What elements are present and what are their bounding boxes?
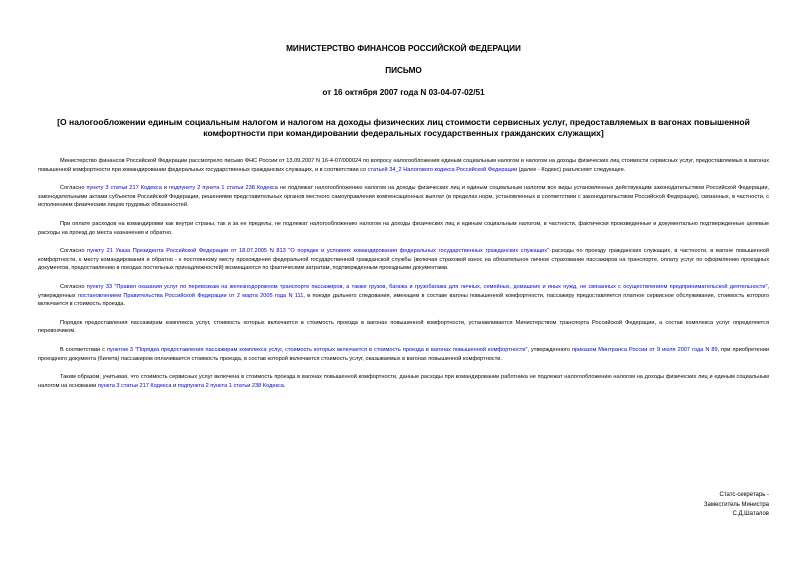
paragraph-2	[38, 184, 769, 210]
paragraph-text: , утвержденных	[38, 283, 770, 299]
paragraph-7	[38, 346, 769, 363]
paragraph-8	[38, 373, 769, 390]
paragraph-text: не подлежат налогообложению налогом на доходы физических лиц и единым социальным налогом все виды установленных действующим законодательством Российской Федерации, законодательными актами субъектов Российской Федерации, решениями представительных органов местного самоуправления компенсационных выплат (в пределах норм, установленных в соответствии с законодательством Российской Федерации), связанных, в частности, с исполнением физическим лицом трудовых обязанностей.	[38, 185, 770, 209]
paragraph-text: Согласно	[60, 248, 88, 255]
paragraph-text: Порядок предоставления пассажирам комплекса услуг, стоимость которых включается в стоимость проезда в вагонах повышенной комфортности, устанавливается Министерством транспорта Российской Федерации, а состав комплекса услуг определяется перевозчиком.	[38, 319, 769, 335]
paragraph-text: Согласно	[60, 185, 87, 192]
link-article-34-2[interactable]: статьей 34_2 Налогового кодекса Российской Федерации	[367, 166, 518, 173]
paragraph-text: В соответствии с	[60, 346, 107, 353]
signature-name: С.Д.Шаталов	[732, 511, 769, 517]
paragraph-6	[38, 319, 769, 336]
link-article-238[interactable]: подпункту 2 пункта 1 статьи 238 Кодекса	[169, 185, 278, 192]
paragraph-text: расходы по проезду гражданских служащих, в частности, в вагоне повышенной комфортности, к месту командирования и обратно - к постоянному месту прохождения федеральной государственной гражданской службы (включая страховой взнос на обязательное личное страхование пассажиров на транспорте, оплату услуг по оформлению проездных документов, предоставлению в поездах постельных принадлежностей) возмещаются по фактическим затратам, подтвержденным проездными документами.	[38, 248, 769, 272]
paragraph-3	[38, 220, 769, 237]
document-title: [О налогообложении единым социальным налогом и налогом на доходы физических лиц стоимости сервисных услуг, предоставляемых в вагонах повышенной комфортности при командировании федеральных государственных гражданских служащих]	[57, 117, 750, 138]
paragraph-text: и	[171, 382, 178, 389]
paragraph-text: и	[161, 185, 170, 192]
link-services-procedure[interactable]: пунктом 3 "Порядка предоставления пассажирам комплекса услуг, стоимость которых включается в стоимость проезда в вагонах повышенной комфортности"	[107, 346, 528, 353]
link-article-217[interactable]: пункта 3 статьи 217 Кодекса	[97, 382, 172, 389]
document-date: от 16 октября 2007 года N 03-04-07-02/51	[322, 88, 485, 97]
link-railway-rules[interactable]: пункту 33 "Правил оказания услуг по перевозкам на железнодорожном транспорте пассажиров, а также грузов, багажа и грузобагажа для личных, семейных, домашних и иных нужд, не связанных с осуществлением предпринимательской деятельности"	[86, 283, 768, 290]
paragraph-text: , при приобретении проездного документа (билета) пассажиром оплачивается стоимость проезда, в состав которой включается стоимость услуг, оказываемых в вагонах повышенной комфортности.	[38, 346, 770, 362]
link-government-resolution[interactable]: постановлением Правительства Российской Федерации от 2 марта 2005 года N 111	[77, 292, 304, 299]
link-mintrans-order[interactable]: приказом Минтранса России от 9 июля 2007 года N 89	[571, 346, 718, 353]
paragraph-5	[38, 283, 769, 309]
paragraph-text: (далее - Кодекс) разъясняет следующее.	[517, 166, 626, 173]
paragraph-text: При оплате расходов на командировки как внутри страны, так и за ее пределы, не подлежат налогообложению налогом на доходы физических лиц и единым социальным налогом, в частности, фактически произведенные и документально подтвержденные целевые расходы на проезд до места назначения и обратно.	[38, 220, 769, 236]
link-article-238[interactable]: подпункта 2 пункта 1 статьи 238 Кодекса	[177, 382, 284, 389]
paragraph-text: , утвержденного	[527, 346, 572, 353]
link-article-217[interactable]: пункту 3 статьи 217 Кодекса	[86, 185, 162, 192]
paragraph-1	[38, 157, 769, 174]
document-type: ПИСЬМО	[385, 66, 422, 75]
paragraph-text: Министерство финансов Российской Федерации рассмотрело письмо ФНС России от 13.09.2007 N 16-4-07/000024 по вопросу налогообложения единым социальным налогом и налогом на доходы физических лиц стоимости сервисных услуг, предоставляемых в вагонах повышенной комфортности при командировании федеральных государственных гражданских служащих, и в соответствии со	[38, 158, 769, 173]
paragraph-text: Согласно	[60, 283, 87, 290]
signature-title: Заместитель Министра	[703, 501, 769, 508]
signature-block	[704, 491, 769, 520]
link-presidential-decree[interactable]: пункту 21 Указа Президента Российской Федерации от 18.07.2005 N 813 "О порядке и условиях командирования федеральных государственных гражданских служащих"	[87, 248, 550, 255]
signature-position: Статс-секретарь -	[719, 492, 769, 498]
paragraph-text: , в поезде дальнего следования, имеющем в составе вагоны повышенной комфортности, пассажиру предоставляется платное сервисное обслуживание, стоимость которого включается в стоимость проезда.	[38, 292, 770, 308]
paragraph-text: .	[283, 382, 286, 389]
ministry-heading: МИНИСТЕРСТВО ФИНАНСОВ РОССИЙСКОЙ ФЕДЕРАЦИИ	[286, 44, 521, 53]
paragraph-4	[38, 247, 769, 273]
paragraph-text: Таким образом, учитывая, что стоимость сервисных услуг включена в стоимость проезда в вагонах повышенной комфортности, данные расходы при командировании работника не подлежат налогообложению налогом на доходы физических лиц и единым социальным налогом на основании	[38, 374, 769, 389]
